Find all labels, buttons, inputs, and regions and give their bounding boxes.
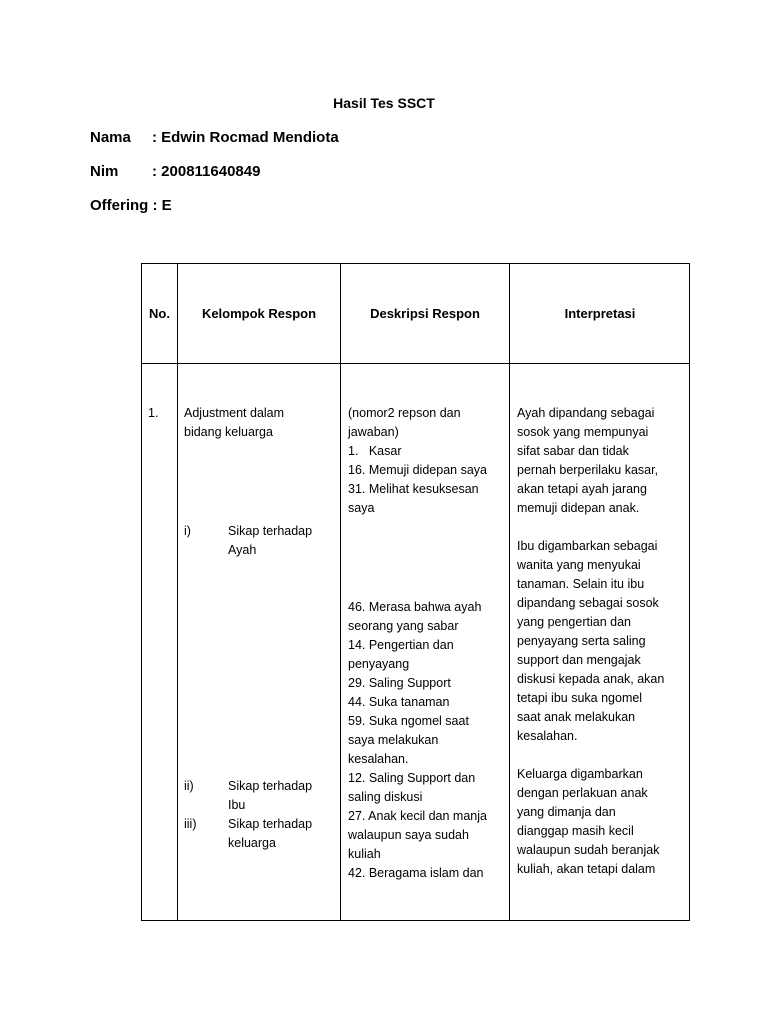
header-no: No. — [149, 306, 170, 321]
interpretasi-line: yang pengertian dan — [517, 615, 631, 629]
sub-item-ayah — [184, 522, 334, 562]
interpretasi-line: wanita yang menyukai — [517, 558, 641, 572]
interpretasi-line: saat anak melakukan — [517, 710, 636, 724]
nama-label: Nama — [90, 129, 131, 146]
interpretasi-line: yang dimanja dan — [517, 805, 616, 819]
sub-item-line: Sikap terhadap — [228, 779, 313, 793]
sub-item-line: Ibu — [228, 798, 246, 812]
kelompok-line: bidang keluarga — [184, 425, 273, 439]
interpretasi-line: kesalahan. — [517, 729, 578, 743]
deskripsi-line: 1. Kasar — [348, 444, 402, 458]
nim-value: : 200811640849 — [152, 163, 261, 180]
sub-item-line: Sikap terhadap — [228, 524, 313, 538]
nama-value: : Edwin Rocmad Mendiota — [152, 129, 339, 146]
interpretasi-line: dengan perlakuan anak — [517, 786, 648, 800]
deskripsi-line: kuliah — [348, 847, 381, 861]
interpretasi-ayah — [517, 404, 689, 518]
deskripsi-block-ibu-keluarga — [348, 598, 508, 883]
deskripsi-line: walaupun saya sudah — [348, 828, 469, 842]
deskripsi-line: saling diskusi — [348, 790, 423, 804]
sub-item-number: i) — [184, 524, 191, 538]
deskripsi-line: jawaban) — [348, 425, 399, 439]
interpretasi-line: Ibu digambarkan sebagai — [517, 539, 658, 553]
sub-item-ibu — [184, 777, 334, 817]
deskripsi-line: seorang yang sabar — [348, 619, 459, 633]
deskripsi-line: kesalahan. — [348, 752, 409, 766]
interpretasi-line: pernah berperilaku kasar, — [517, 463, 659, 477]
interpretasi-line: sifat sabar dan tidak — [517, 444, 629, 458]
interpretasi-line: kuliah, akan tetapi dalam — [517, 862, 656, 876]
deskripsi-line: 59. Suka ngomel saat — [348, 714, 469, 728]
deskripsi-line: saya melakukan — [348, 733, 439, 747]
sub-item-keluarga — [184, 815, 334, 855]
row-number: 1. — [148, 406, 159, 420]
deskripsi-block-ayah — [348, 404, 508, 518]
sub-item-number: iii) — [184, 817, 197, 831]
header-interpretasi: Interpretasi — [564, 306, 636, 321]
sub-item-line: Sikap terhadap — [228, 817, 313, 831]
kelompok-line: Adjustment dalam — [184, 406, 285, 420]
nim-label: Nim — [90, 163, 119, 180]
page-title: Hasil Tes SSCT — [333, 95, 435, 111]
deskripsi-line: 31. Melihat kesuksesan — [348, 482, 479, 496]
interpretasi-line: tanaman. Selain itu ibu — [517, 577, 645, 591]
interpretasi-line: memuji didepan anak. — [517, 501, 640, 515]
interpretasi-ibu — [517, 537, 689, 746]
ssct-table — [141, 263, 690, 921]
sub-item-number: ii) — [184, 779, 194, 793]
deskripsi-line: saya — [348, 501, 375, 515]
interpretasi-line: Keluarga digambarkan — [517, 767, 643, 781]
interpretasi-line: Ayah dipandang sebagai — [517, 406, 655, 420]
interpretasi-line: diskusi kepada anak, akan — [517, 672, 665, 686]
deskripsi-line: penyayang — [348, 657, 410, 671]
interpretasi-line: akan tetapi ayah jarang — [517, 482, 647, 496]
header-deskripsi: Deskripsi Respon — [370, 306, 480, 321]
deskripsi-line: 46. Merasa bahwa ayah — [348, 600, 482, 614]
offering-row: Offering : E — [90, 197, 172, 214]
deskripsi-line: 12. Saling Support dan — [348, 771, 476, 785]
interpretasi-line: dipandang sebagai sosok — [517, 596, 659, 610]
sub-item-line: keluarga — [228, 836, 276, 850]
deskripsi-line: 42. Beragama islam dan — [348, 866, 484, 880]
header-divider — [142, 363, 689, 364]
interpretasi-line: walaupun sudah beranjak — [517, 843, 660, 857]
sub-item-line: Ayah — [228, 543, 257, 557]
deskripsi-line: 44. Suka tanaman — [348, 695, 450, 709]
interpretasi-line: dianggap masih kecil — [517, 824, 634, 838]
deskripsi-line: 16. Memuji didepan saya — [348, 463, 487, 477]
interpretasi-line: sosok yang mempunyai — [517, 425, 649, 439]
interpretasi-line: tetapi ibu suka ngomel — [517, 691, 643, 705]
deskripsi-line: (nomor2 repson dan — [348, 406, 461, 420]
interpretasi-keluarga — [517, 765, 689, 879]
deskripsi-line: 27. Anak kecil dan manja — [348, 809, 487, 823]
kelompok-text — [184, 404, 334, 442]
nama-row — [90, 129, 339, 146]
deskripsi-line: 29. Saling Support — [348, 676, 451, 690]
nim-row — [90, 163, 260, 180]
header-kelompok: Kelompok Respon — [201, 306, 317, 321]
interpretasi-line: penyayang serta saling — [517, 634, 646, 648]
interpretasi-line: support dan mengajak — [517, 653, 641, 667]
deskripsi-line: 14. Pengertian dan — [348, 638, 454, 652]
